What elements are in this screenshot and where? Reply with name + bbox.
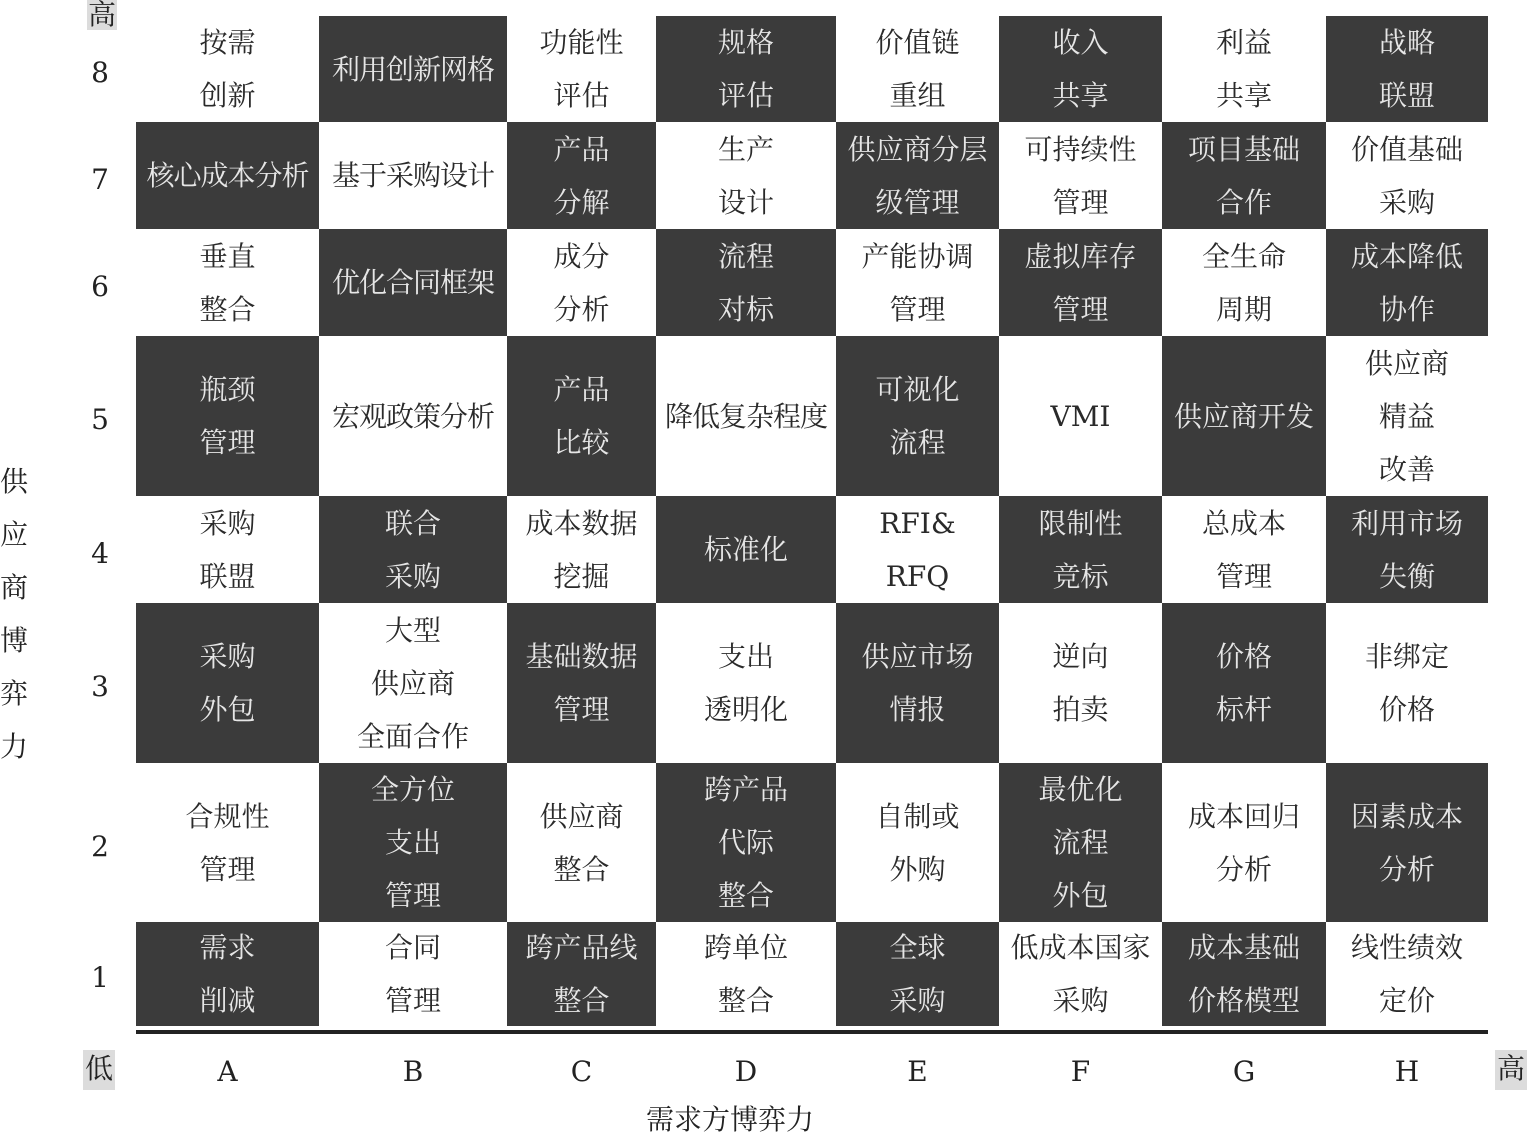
- matrix-cell-label: 产品 比较: [553, 373, 610, 459]
- matrix-cell-label: 核心成本分析: [146, 159, 309, 192]
- matrix-cell-d8: [656, 16, 836, 122]
- matrix-cell-a3: [136, 603, 319, 763]
- matrix-cell-e3: [836, 603, 999, 763]
- matrix-cell-label: 价值基础 采购: [1350, 132, 1463, 219]
- matrix-cell-h1: [1326, 922, 1488, 1026]
- matrix-cell-label: 成本数据 挖掘: [525, 506, 638, 593]
- row-label-8: 8: [91, 56, 109, 89]
- matrix-cell-g1: [1162, 922, 1326, 1026]
- matrix-cell-c5: [507, 336, 656, 496]
- matrix-cell-h2: [1326, 763, 1488, 922]
- matrix-cell-label: 支出 透明化: [703, 640, 788, 726]
- matrix-cell-c7: [507, 122, 656, 229]
- matrix-cell-g7: [1162, 122, 1326, 229]
- matrix-cell-e6: [836, 229, 999, 336]
- matrix-cell-e5: [836, 336, 999, 496]
- matrix-cell-b2: [319, 763, 507, 922]
- matrix-cell-c6: [507, 229, 656, 336]
- matrix-cell-label: 利用创新网格: [331, 52, 494, 86]
- y-axis-title-char: 商: [0, 571, 29, 604]
- strategy-matrix: [136, 16, 1488, 1034]
- matrix-cell-b4: [319, 496, 507, 603]
- column-label-A: A: [217, 1055, 238, 1088]
- matrix-cell-c2: [507, 763, 656, 922]
- y-axis-title-char: 供: [0, 465, 29, 498]
- matrix-cell-e8: [836, 16, 999, 122]
- matrix-cell-b6: [319, 229, 507, 336]
- matrix-cell-a7: [136, 122, 319, 229]
- matrix-cell-a5: [136, 336, 319, 496]
- matrix-cell-label: 可持续性 管理: [1024, 132, 1137, 219]
- matrix-cell-label: 优化合同框架: [331, 266, 494, 299]
- matrix-cell-label: 利用市场 失衡: [1350, 506, 1463, 593]
- matrix-cell-label: 虚拟库存 管理: [1024, 239, 1137, 326]
- matrix-cell-label: 降低复杂程度: [664, 399, 827, 433]
- column-label-E: E: [907, 1055, 928, 1088]
- matrix-cell-f6: [999, 229, 1162, 336]
- matrix-cell-label: 基于采购设计: [331, 159, 494, 192]
- matrix-cell-label: 逆向 拍卖: [1052, 640, 1109, 726]
- matrix-cell-label: 低成本国家 采购: [1010, 931, 1151, 1017]
- matrix-cell-label: 供应商 精益 改善: [1364, 346, 1449, 486]
- matrix-cell-g4: [1162, 496, 1326, 603]
- y-axis-title-char: 博: [0, 624, 29, 657]
- column-label-D: D: [734, 1055, 758, 1088]
- matrix-cell-label: 自制或 外购: [875, 799, 960, 886]
- matrix-cell-f7: [999, 122, 1162, 229]
- row-label-4: 4: [91, 537, 109, 570]
- matrix-cell-label: 瓶颈 管理: [199, 373, 256, 459]
- matrix-cell-label: 产品 分解: [553, 132, 610, 219]
- matrix-cell-label: 按需 创新: [199, 26, 256, 112]
- matrix-cell-d5: [656, 336, 836, 496]
- matrix-cell-h5: [1326, 336, 1488, 496]
- matrix-cell-label: 收入 共享: [1052, 26, 1109, 112]
- matrix-cell-label: 因素成本 分析: [1350, 799, 1463, 886]
- x-axis-high-label: 高: [1495, 1050, 1527, 1090]
- y-axis-title-char: 应: [0, 518, 29, 551]
- matrix-cell-g8: [1162, 16, 1326, 122]
- matrix-cell-c1: [507, 922, 656, 1026]
- y-axis-title: [0, 455, 29, 773]
- row-label-7: 7: [91, 163, 109, 196]
- matrix-cell-label: 供应市场 情报: [861, 640, 974, 726]
- matrix-cell-label: 成本回归 分析: [1187, 799, 1300, 886]
- matrix-cell-d1: [656, 922, 836, 1026]
- matrix-cell-label: 合规性 管理: [185, 799, 270, 886]
- column-label-G: G: [1232, 1055, 1256, 1088]
- matrix-cell-label: 价格 标杆: [1215, 640, 1272, 726]
- matrix-cell-b7: [319, 122, 507, 229]
- matrix-cell-label: 可视化 流程: [875, 373, 960, 459]
- matrix-cell-f5: [999, 336, 1162, 496]
- matrix-cell-label: 跨产品 代际 整合: [703, 773, 788, 912]
- y-axis-title-char: 力: [0, 730, 29, 763]
- matrix-cell-a2: [136, 763, 319, 922]
- matrix-cell-label: 生产 设计: [717, 132, 774, 219]
- matrix-cell-label: 采购 外包: [199, 640, 256, 726]
- column-label-B: B: [402, 1055, 424, 1088]
- y-axis-high-label: 高: [87, 0, 116, 31]
- origin-low-label: 低: [83, 1050, 115, 1090]
- matrix-cell-label: 供应商 整合: [539, 799, 624, 886]
- matrix-cell-label: 联合 采购: [384, 506, 441, 593]
- matrix-cell-label: 战略 联盟: [1378, 26, 1435, 112]
- matrix-cell-d2: [656, 763, 836, 922]
- x-axis-title: 需求方博弈力: [645, 1103, 814, 1136]
- matrix-cell-d6: [656, 229, 836, 336]
- matrix-cell-label: 成分 分析: [553, 239, 610, 326]
- matrix-cell-label: 规格 评估: [717, 26, 774, 112]
- matrix-cell-label: 供应商分层 级管理: [847, 132, 988, 219]
- matrix-cell-h7: [1326, 122, 1488, 229]
- matrix-cell-f3: [999, 603, 1162, 763]
- matrix-cell-c3: [507, 603, 656, 763]
- matrix-cell-d7: [656, 122, 836, 229]
- row-label-1: 1: [91, 961, 109, 994]
- matrix-cell-label: 最优化 流程 外包: [1038, 773, 1123, 912]
- matrix-cell-label: 利益 共享: [1215, 26, 1272, 112]
- matrix-cell-h3: [1326, 603, 1488, 763]
- matrix-cell-h6: [1326, 229, 1488, 336]
- matrix-cell-f4: [999, 496, 1162, 603]
- matrix-cell-label: 价值链 重组: [875, 26, 960, 112]
- matrix-cell-c4: [507, 496, 656, 603]
- matrix-cell-c8: [507, 16, 656, 122]
- matrix-cell-f2: [999, 763, 1162, 922]
- matrix-cell-h8: [1326, 16, 1488, 122]
- matrix-cell-g6: [1162, 229, 1326, 336]
- matrix-cell-label: 流程 对标: [717, 239, 774, 326]
- row-label-3: 3: [91, 670, 109, 703]
- column-label-C: C: [570, 1055, 593, 1088]
- matrix-cell-b5: [319, 336, 507, 496]
- matrix-cell-label: 全球 采购: [889, 931, 946, 1017]
- matrix-cell-label: 限制性 竞标: [1038, 506, 1123, 593]
- matrix-cell-label: 垂直 整合: [199, 239, 256, 326]
- matrix-cell-d3: [656, 603, 836, 763]
- matrix-cell-f8: [999, 16, 1162, 122]
- matrix-cell-label: 项目基础 合作: [1187, 132, 1300, 219]
- matrix-cell-h4: [1326, 496, 1488, 603]
- matrix-cell-label: 全方位 支出 管理: [370, 773, 455, 912]
- row-label-6: 6: [91, 270, 109, 303]
- matrix-cell-g5: [1162, 336, 1326, 496]
- matrix-cell-label: 采购 联盟: [199, 506, 256, 593]
- matrix-cell-label: 非绑定 价格: [1364, 640, 1449, 726]
- matrix-cell-a6: [136, 229, 319, 336]
- matrix-cell-g3: [1162, 603, 1326, 763]
- matrix-cell-label: 总成本 管理: [1201, 506, 1286, 593]
- matrix-cell-label: 大型 供应商 全面合作: [356, 613, 469, 753]
- matrix-cell-d4: [656, 496, 836, 603]
- matrix-cell-b8: [319, 16, 507, 122]
- matrix-cell-label: 跨产品线 整合: [525, 931, 638, 1017]
- matrix-cell-label: 需求 削减: [199, 931, 256, 1017]
- row-label-5: 5: [91, 403, 109, 436]
- matrix-cell-e4: [836, 496, 999, 603]
- matrix-cell-a8: [136, 16, 319, 122]
- matrix-cell-label: 线性绩效 定价: [1350, 931, 1463, 1017]
- matrix-cell-label: 标准化: [703, 533, 788, 566]
- y-axis-title-char: 弈: [0, 677, 29, 710]
- matrix-cell-f1: [999, 922, 1162, 1026]
- matrix-cell-a1: [136, 922, 319, 1026]
- matrix-cell-label: 基础数据 管理: [525, 640, 638, 726]
- matrix-cell-label: 跨单位 整合: [703, 931, 788, 1017]
- matrix-cell-label: 供应商开发: [1173, 399, 1314, 433]
- row-label-2: 2: [91, 830, 109, 863]
- column-label-F: F: [1070, 1055, 1091, 1088]
- matrix-cell-g2: [1162, 763, 1326, 922]
- matrix-cell-b1: [319, 922, 507, 1026]
- matrix-cell-e7: [836, 122, 999, 229]
- matrix-cell-a4: [136, 496, 319, 603]
- column-label-H: H: [1394, 1055, 1420, 1088]
- matrix-cell-label: RFI& RFQ: [879, 506, 956, 593]
- matrix-cell-label: 宏观政策分析: [331, 399, 494, 433]
- matrix-cell-label: 功能性 评估: [539, 26, 624, 112]
- matrix-cell-label: 全生命 周期: [1201, 239, 1286, 326]
- matrix-cell-e2: [836, 763, 999, 922]
- matrix-cell-label: 成本降低 协作: [1350, 239, 1463, 326]
- matrix-cell-label: 合同 管理: [384, 931, 441, 1017]
- matrix-cell-label: VMI: [1050, 399, 1111, 433]
- matrix-cell-label: 产能协调 管理: [861, 239, 974, 326]
- matrix-cell-b3: [319, 603, 507, 763]
- matrix-cell-e1: [836, 922, 999, 1026]
- matrix-cell-label: 成本基础 价格模型: [1187, 931, 1300, 1017]
